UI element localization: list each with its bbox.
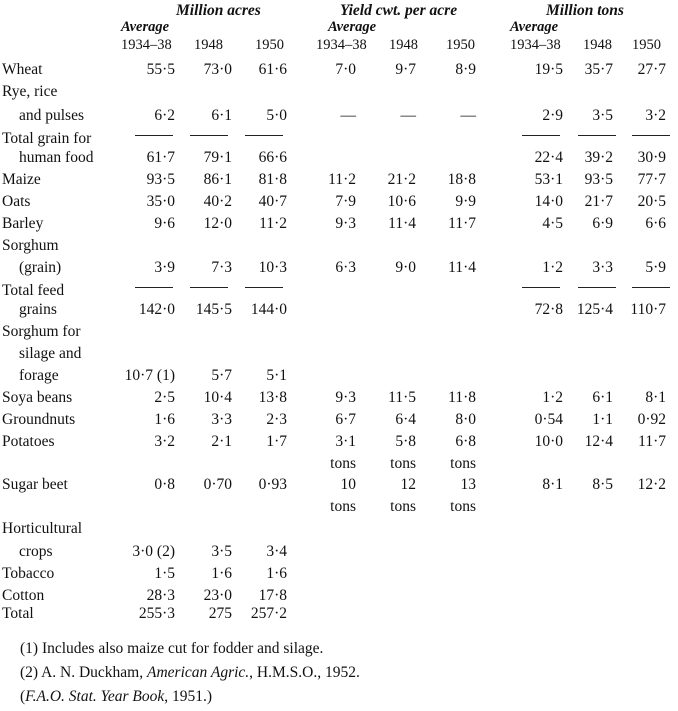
subtotal-rule [578,135,616,136]
table-cell: 72·8 [534,301,563,318]
row-label: Sorghum for [2,323,81,340]
table-cell: 21·7 [584,193,613,210]
table-cell: 12·0 [203,215,232,232]
table-cell: 2·1 [211,433,232,450]
table-cell: 93·5 [146,171,175,188]
year-header-yield-1948: 1948 [389,37,418,53]
table-cell: 13·8 [258,389,287,406]
table-cell: 18·8 [447,171,476,188]
row-label: Total [2,605,34,622]
subtotal-rule [190,135,228,136]
year-header-acres-1948: 1948 [194,37,223,53]
table-cell: 6·7 [335,411,356,428]
table-cell: 3·0 (2) [132,543,175,560]
table-cell: 66·6 [258,149,287,166]
row-label: Total grain for [2,130,92,147]
table-cell: tons [330,455,356,472]
footnote-1: (1) Includes also maize cut for fodder and silage. [20,640,324,657]
table-cell: 40·7 [258,193,287,210]
row-label: Potatoes [2,433,55,450]
table-cell: 145·5 [195,301,232,318]
table-cell: 77·7 [637,171,666,188]
table-cell: 5·7 [211,367,232,384]
table-cell: 12 [400,476,416,493]
table-cell: 3·3 [592,259,613,276]
subtotal-rule [245,135,283,136]
table-cell: 9·9 [455,193,476,210]
group-heading-yield: Yield cwt. per acre [340,2,458,19]
table-cell: 8·5 [592,476,613,493]
table-cell: 6·8 [455,433,476,450]
table-cell: 22·4 [534,149,563,166]
group-heading-acres: Million acres [176,2,261,19]
subtotal-rule [578,287,616,288]
table-cell: 3·3 [211,411,232,428]
row-label: Soya beans [2,389,73,406]
average-label-tons: Average [510,19,559,35]
table-cell: 142·0 [138,301,175,318]
subtotal-rule [190,287,228,288]
row-label: Barley [2,215,44,232]
table-cell: 23·0 [203,587,232,604]
table-cell: 0·8 [154,476,175,493]
table-cell: 4·5 [542,215,563,232]
table-cell: 11·4 [388,215,416,232]
table-cell: — [340,107,356,124]
table-cell: 2·5 [154,389,175,406]
table-cell: 79·1 [203,149,232,166]
table-cell: 6·2 [154,107,175,124]
table-cell: 73·0 [203,61,232,78]
row-label: Sugar beet [2,476,68,493]
subtotal-rule [522,287,560,288]
table-cell: — [460,107,476,124]
table-cell: 7·9 [335,193,356,210]
table-cell: 11·7 [638,433,666,450]
table-cell: 0·92 [637,411,666,428]
table-cell: 2·3 [266,411,287,428]
table-cell: 110·7 [630,301,666,318]
table-cell: 12·4 [584,433,613,450]
table-cell: 0·54 [534,411,563,428]
table-cell: 61·7 [146,149,175,166]
table-cell: 10·3 [258,259,287,276]
row-label: Wheat [2,61,43,78]
table-cell: 3·4 [266,543,287,560]
table-cell: 53·1 [534,171,563,188]
table-cell: 28·3 [146,587,175,604]
year-header-yield-avg: 1934–38 [316,37,367,53]
table-cell: 1·6 [211,565,232,582]
table-cell: 11·2 [328,171,356,188]
table-cell: 14·0 [534,193,563,210]
table-cell: tons [330,498,356,515]
table-cell: 255·3 [138,605,175,622]
row-label: Maize [2,171,41,188]
table-cell: 40·2 [203,193,232,210]
table-cell: 6·4 [395,411,416,428]
row-label: Tobacco [2,565,55,582]
row-label: and pulses [19,107,85,124]
table-cell: 125·4 [576,301,613,318]
source-note: (F.A.O. Stat. Year Book, 1951.) [20,688,213,705]
row-label: forage [19,367,59,384]
table-cell: 9·7 [395,61,416,78]
table-cell: 1·1 [592,411,613,428]
table-cell: 11·4 [448,259,476,276]
table-cell: 8·1 [542,476,563,493]
table-cell: 0·93 [258,476,287,493]
table-cell: 10·4 [203,389,232,406]
table-cell: 7·0 [335,61,356,78]
table-cell: 6·9 [592,215,613,232]
table-cell: 35·0 [146,193,175,210]
table-cell: 27·7 [637,61,666,78]
table-cell: 5·0 [266,107,287,124]
average-label-acres: Average [121,19,170,35]
year-header-acres-1950: 1950 [255,37,284,53]
table-cell: 19·5 [534,61,563,78]
subtotal-rule [245,287,283,288]
table-cell: tons [450,455,476,472]
table-cell: tons [390,498,416,515]
table-cell: 5·9 [645,259,666,276]
table-cell: 6·6 [645,215,666,232]
footnote-2: (2) A. N. Duckham, American Agric., H.M.S.O., 1952. [20,664,360,681]
table-cell: 6·3 [335,259,356,276]
row-label: Sorghum [2,237,59,254]
table-cell: 10·6 [387,193,416,210]
table-cell: 8·9 [455,61,476,78]
subtotal-rule [135,287,173,288]
table-cell: 275 [208,605,232,622]
table-cell: 13 [460,476,476,493]
table-cell: 3·2 [154,433,175,450]
table-cell: 21·2 [387,171,416,188]
table-cell: 39·2 [584,149,613,166]
table-cell: 81·8 [258,171,287,188]
table-cell: 35·7 [584,61,613,78]
row-label: silage and [19,345,82,362]
table-cell: 8·1 [645,389,666,406]
table-cell: 2·9 [542,107,563,124]
group-heading-tons: Million tons [546,2,624,19]
table-cell: — [400,107,416,124]
row-label: (grain) [19,259,62,276]
table-cell: 5·1 [266,367,287,384]
table-cell: 9·3 [335,389,356,406]
year-header-yield-1950: 1950 [446,37,475,53]
row-label: Oats [2,193,31,210]
table-cell: 10·7 (1) [124,367,175,384]
subtotal-rule [522,135,560,136]
table-cell: 12·2 [637,476,666,493]
table-cell: 8·0 [455,411,476,428]
table-cell: 20·5 [637,193,666,210]
row-label: Horticultural [2,520,83,537]
year-header-tons-1950: 1950 [632,37,661,53]
table-cell: 17·8 [258,587,287,604]
table-cell: 30·9 [637,149,666,166]
average-label-yield: Average [328,19,377,35]
subtotal-rule [632,287,670,288]
table-cell: 1·6 [154,411,175,428]
table-cell: 3·2 [645,107,666,124]
table-cell: 1·7 [266,433,287,450]
row-label: Total feed [2,282,65,299]
table-cell: 11·7 [448,215,476,232]
table-cell: 6·1 [592,389,613,406]
table-cell: 7·3 [211,259,232,276]
table-cell: 86·1 [203,171,232,188]
subtotal-rule [632,135,670,136]
table-cell: 5·8 [395,433,416,450]
table-cell: 3·5 [211,543,232,560]
table-cell: 144·0 [250,301,287,318]
row-label: human food [19,149,94,166]
table-cell: 6·1 [211,107,232,124]
table-cell: 1·5 [154,565,175,582]
row-label: grains [19,301,57,318]
row-label: crops [19,543,53,560]
table-cell: 0·70 [203,476,232,493]
table-cell: tons [390,455,416,472]
table-cell: 3·1 [335,433,356,450]
row-label: Cotton [2,587,45,604]
table-cell: 3·9 [154,259,175,276]
table-cell: 61·6 [258,61,287,78]
row-label: Groundnuts [2,411,76,428]
table-cell: 10 [340,476,356,493]
table-cell: 1·6 [266,565,287,582]
table-cell: 1·2 [542,259,563,276]
year-header-tons-avg: 1934–38 [510,37,561,53]
table-cell: 9·3 [335,215,356,232]
row-label: Rye, rice [2,83,58,100]
table-cell: 3·5 [592,107,613,124]
table-cell: 1·2 [542,389,563,406]
subtotal-rule [135,135,173,136]
table-cell: tons [450,498,476,515]
table-cell: 11·2 [259,215,287,232]
table-cell: 9·0 [395,259,416,276]
table-cell: 11·8 [448,389,476,406]
table-cell: 11·5 [388,389,416,406]
table-cell: 10·0 [534,433,563,450]
year-header-acres-avg: 1934–38 [121,37,172,53]
table-cell: 93·5 [584,171,613,188]
table-cell: 9·6 [154,215,175,232]
table-cell: 55·5 [146,61,175,78]
year-header-tons-1948: 1948 [583,37,612,53]
table-cell: 257·2 [250,605,287,622]
